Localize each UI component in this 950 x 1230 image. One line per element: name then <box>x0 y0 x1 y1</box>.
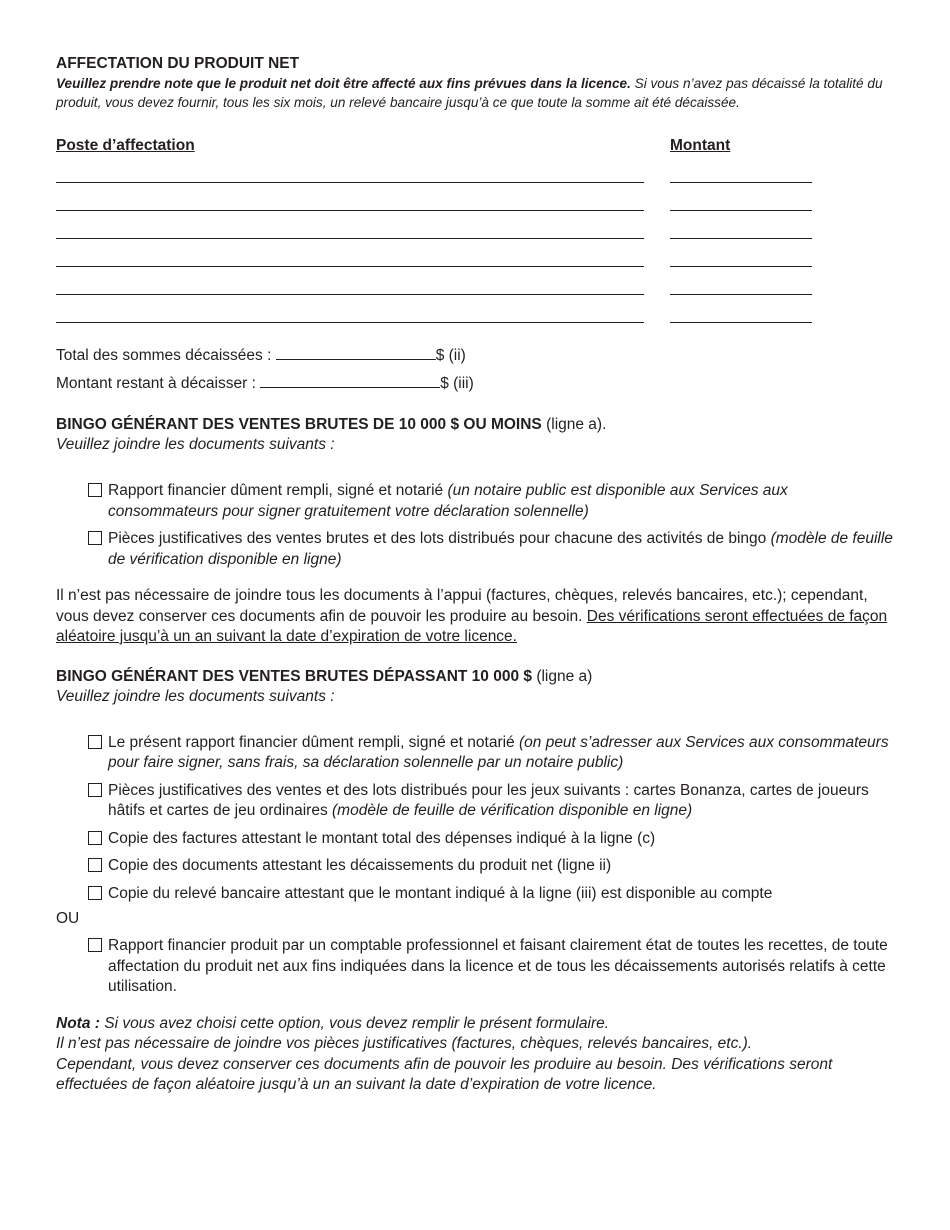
nota-line-3: Cependant, vous devez conserver ces documents afin de pouvoir les produire au besoin. Des vérifications seront effectuées de façon aléatoire jusqu’à un an suivant la date d’expiration de votre licence. <box>56 1055 833 1093</box>
form-page <box>56 54 896 1096</box>
column-header-poste: Poste d’affectation <box>56 137 195 154</box>
checkbox[interactable] <box>88 938 102 952</box>
intro-bold-text: Veuillez prendre note que le produit net doit être affecté aux fins prévues dans la licence. <box>56 76 631 91</box>
allocation-item-field[interactable] <box>56 266 644 267</box>
checklist-item <box>88 781 896 822</box>
allocation-amount-field[interactable] <box>670 322 812 323</box>
small-bingo-note <box>56 586 896 648</box>
checklist-item-text: Rapport financier dûment rempli, signé et notarié (un notaire public est disponible aux Services aux consommateurs pour signer gratuitement votre déclaration solennelle) <box>108 482 788 520</box>
nota-line-1 <box>56 1014 896 1035</box>
allocation-item-field[interactable] <box>56 238 644 239</box>
checklist-item-text: Copie du relevé bancaire attestant que le montant indiqué à la ligne (iii) est disponible au compte <box>108 884 773 902</box>
or-separator: OU <box>56 910 80 927</box>
allocation-item-field[interactable] <box>56 182 644 183</box>
checklist-item-text: Copie des factures attestant le montant total des dépenses indiqué à la ligne (c) <box>108 829 656 847</box>
checklist-item-text: Rapport financier produit par un comptable professionnel et faisant clairement état de toutes les recettes, de toute affectation du produit net aux fins indiquées dans la licence et de tous les décaissements autorisés relatifs à cette utilisation. <box>108 937 888 995</box>
remaining-label: Montant restant à décaisser : <box>56 375 256 392</box>
checklist-item <box>88 481 896 522</box>
nota-block <box>56 1014 896 1096</box>
large-bingo-title-suffix: (ligne a) <box>532 667 593 685</box>
nota-line-2: Il n’est pas nécessaire de joindre vos pièces justificatives (factures, chèques, relevés bancaires, etc.). <box>56 1035 753 1052</box>
small-bingo-subtitle: Veuillez joindre les documents suivants : <box>56 436 335 453</box>
total-disbursed-label: Total des sommes décaissées : <box>56 347 272 364</box>
allocation-intro <box>56 74 896 112</box>
totals-block <box>56 342 896 398</box>
small-bingo-checklist <box>56 481 896 570</box>
allocation-item-field[interactable] <box>56 322 644 323</box>
remaining-field[interactable] <box>260 373 440 388</box>
checklist-item-text: Pièces justificatives des ventes brutes et des lots distribués pour chacune des activités de bingo (modèle de feuille de vérification disponible en ligne) <box>108 530 893 568</box>
section-heading-small-bingo <box>56 414 896 435</box>
allocation-amount-field[interactable] <box>670 182 812 183</box>
nota-text-1: Si vous avez choisi cette option, vous devez remplir le présent formulaire. <box>99 1014 610 1032</box>
checklist-item-text: Pièces justificatives des ventes et des lots distribués pour les jeux suivants : cartes Bonanza, cartes de joueurs hâtifs et cartes de jeu ordinaires (modèle de feuille de vérification disponible en ligne) <box>108 781 869 819</box>
allocation-amount-field[interactable] <box>670 210 812 211</box>
allocation-item-field[interactable] <box>56 294 644 295</box>
checkbox[interactable] <box>88 735 102 749</box>
large-bingo-subtitle: Veuillez joindre les documents suivants : <box>56 687 335 705</box>
intro-italic-text: Si vous n’avez pas décaissé la totalité du produit, vous devez fournir, tous les six mois, un relevé bancaire jusqu’à ce que toute la somme ait été décaissée. <box>56 76 883 110</box>
remaining-line <box>56 370 896 398</box>
checkbox[interactable] <box>88 483 102 497</box>
allocation-amount-field[interactable] <box>670 238 812 239</box>
checklist-item-text: Le présent rapport financier dûment rempli, signé et notarié (on peut s’adresser aux Services aux consommateurs pour faire signer, sans frais, sa déclaration solennelle par un notaire public) <box>108 733 889 771</box>
total-disbursed-field[interactable] <box>276 345 436 360</box>
checkbox[interactable] <box>88 831 102 845</box>
checklist-item <box>88 529 896 570</box>
checklist-item <box>88 884 896 905</box>
allocation-amount-field[interactable] <box>670 294 812 295</box>
section-heading-large-bingo <box>56 666 896 687</box>
small-bingo-note-text: Il n’est pas nécessaire de joindre tous les documents à l’appui (factures, chèques, relevés bancaires, etc.); cependant, vous devez conserver ces documents afin de pouvoir les produire au besoin. <box>56 587 868 625</box>
checklist-item <box>88 829 896 850</box>
checkbox[interactable] <box>88 531 102 545</box>
large-bingo-title: BINGO GÉNÉRANT DES VENTES BRUTES DÉPASSANT 10 000 $ <box>56 667 533 685</box>
total-disbursed-suffix: $ (ii) <box>435 347 466 364</box>
small-bingo-title-suffix: (ligne a). <box>541 416 607 433</box>
allocation-item-field[interactable] <box>56 210 644 211</box>
small-bingo-note-underlined: Des vérifications seront effectuées de façon aléatoire jusqu’à un an suivant la date d’expiration de votre licence. <box>56 607 888 645</box>
allocation-amount-field[interactable] <box>670 266 812 267</box>
remaining-suffix: $ (iii) <box>440 375 474 392</box>
checklist-item <box>88 733 896 774</box>
total-disbursed-line <box>56 342 896 370</box>
checkbox[interactable] <box>88 886 102 900</box>
large-bingo-checklist <box>56 733 896 998</box>
small-bingo-title: BINGO GÉNÉRANT DES VENTES BRUTES DE 10 000 $ OU MOINS <box>56 416 542 433</box>
checkbox[interactable] <box>88 783 102 797</box>
nota-label: Nota : <box>56 1014 100 1032</box>
checkbox[interactable] <box>88 858 102 872</box>
section-title-allocation: AFFECTATION DU PRODUIT NET <box>56 55 300 72</box>
column-header-montant: Montant <box>670 137 731 154</box>
allocation-table <box>56 136 896 326</box>
checklist-item-alternative <box>88 936 896 998</box>
checklist-item <box>88 856 896 877</box>
checklist-item-text: Copie des documents attestant les décaissements du produit net (ligne ii) <box>108 857 612 874</box>
